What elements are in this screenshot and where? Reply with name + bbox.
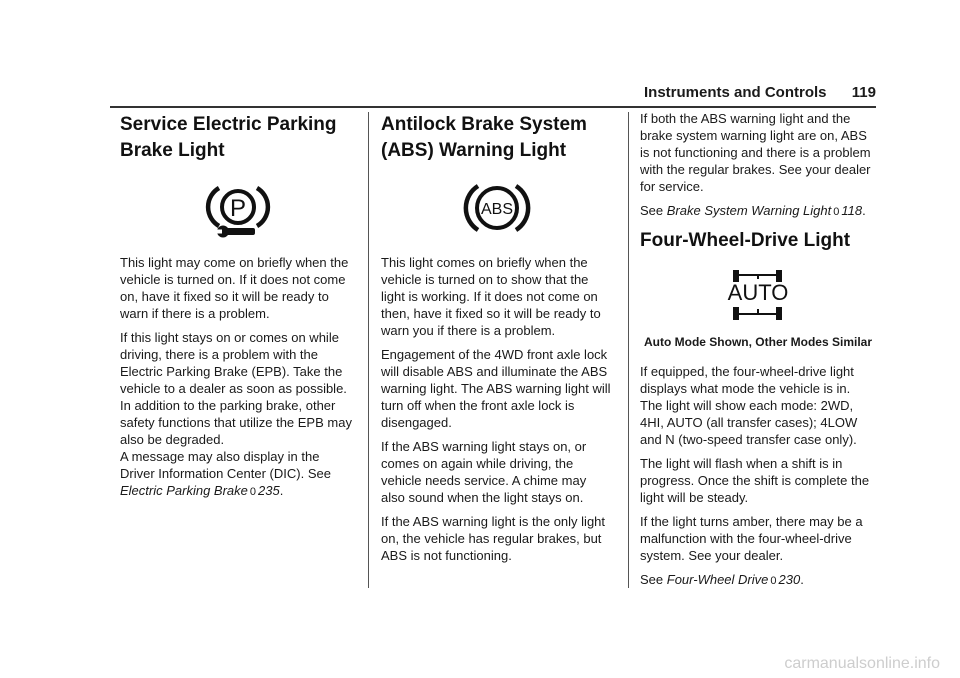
page-ref-symbol: 0 — [249, 486, 257, 498]
column-abs-warning — [381, 112, 613, 571]
header-rule — [110, 106, 876, 108]
icon-letter: P — [229, 195, 247, 222]
abs-paragraph-1: This light comes on briefly when the vehicle is turned on to show that the light is working. If it does not come on then, have it fixed so it will be ready to warn you if there is a problem. — [381, 255, 601, 338]
figure-caption: Auto Mode Shown, Other Modes Similar — [643, 335, 872, 349]
four-wheel-drive-auto-icon — [723, 268, 793, 324]
abs-warning-icon — [462, 180, 532, 236]
page-ref-symbol: 0 — [833, 206, 840, 218]
4wd-paragraph-2: The light will flash when a shift is in progress. Once the shift is complete the light will be steady. — [640, 456, 870, 505]
abs-paragraph-4: If the ABS warning light is the only light on, the vehicle has regular brakes, but ABS is not functioning. — [381, 514, 606, 563]
page-ref-230[interactable]: 230 — [778, 572, 801, 587]
page-ref-235[interactable]: 235 — [258, 483, 280, 498]
column-divider — [628, 112, 629, 588]
abs-icon-text: ABS — [480, 201, 514, 218]
section-title: Instruments and Controls — [644, 84, 827, 101]
link-electric-parking-brake[interactable]: Electric Parking Brake — [120, 483, 248, 498]
link-four-wheel-drive[interactable]: Four-Wheel Drive — [666, 572, 769, 587]
see-four-wheel-drive: See Four-Wheel Drive 0 230. — [640, 572, 804, 587]
abs-brake-both-paragraph: If both the ABS warning light and the brake system warning light are on, ABS is not functioning and there is a problem with the regular brakes. See your dealer for service. — [640, 111, 871, 194]
epb-paragraph-3: A message may also display in the Driver Information Center (DIC). See Electric Parking Brake 0 235. — [120, 449, 331, 498]
page-number: 119 — [851, 84, 876, 101]
column-4wd — [640, 110, 876, 597]
section-heading-4wd: Four-Wheel-Drive Light — [640, 230, 851, 251]
see-brake-system: See Brake System Warning Light 0 118. — [640, 203, 866, 218]
4wd-icon-text: AUTO — [727, 280, 789, 305]
4wd-paragraph-1: If equipped, the four-wheel-drive light displays what mode the vehicle is in. The light will show each mode: 2WD, 4HI, AUTO (all transfer cases); 4LOW and N (two-speed transfer case only). — [640, 364, 858, 447]
epb-paragraph-1: This light may come on briefly when the vehicle is turned on. If it does not come on, have it fixed so it will be ready to warn if there is a problem. — [120, 255, 349, 321]
4wd-paragraph-3: If the light turns amber, there may be a malfunction with the four-wheel-drive system. See your dealer. — [640, 514, 863, 563]
section-heading-epb: Service Electric Parking Brake Light — [120, 114, 337, 161]
parking-brake-service-icon — [203, 178, 273, 240]
section-heading-abs: Antilock Brake System (ABS) Warning Light — [381, 114, 587, 161]
column-divider — [368, 112, 369, 588]
link-brake-system-warning-light[interactable]: Brake System Warning Light — [666, 203, 832, 218]
epb-paragraph-2: If this light stays on or comes on while driving, there is a problem with the Electric Parking Brake (EPB). Take the vehicle to a dealer as soon as possible. In addition to the parking brake, other safety functions that utilize the EPB may also be degraded. — [120, 330, 352, 447]
abs-paragraph-3: If the ABS warning light stays on, or comes on again while driving, the vehicle needs service. A chime may also sound when the light stays on. — [381, 439, 587, 505]
column-electric-parking-brake — [120, 112, 356, 508]
page-ref-symbol: 0 — [770, 575, 777, 587]
abs-paragraph-2: Engagement of the 4WD front axle lock will disable ABS and illuminate the ABS warning light. The ABS warning light will turn off when the front axle lock is disengaged. — [381, 347, 611, 430]
page-ref-118[interactable]: 118 — [841, 203, 863, 218]
watermark: carmanualsonline.info — [784, 655, 940, 672]
